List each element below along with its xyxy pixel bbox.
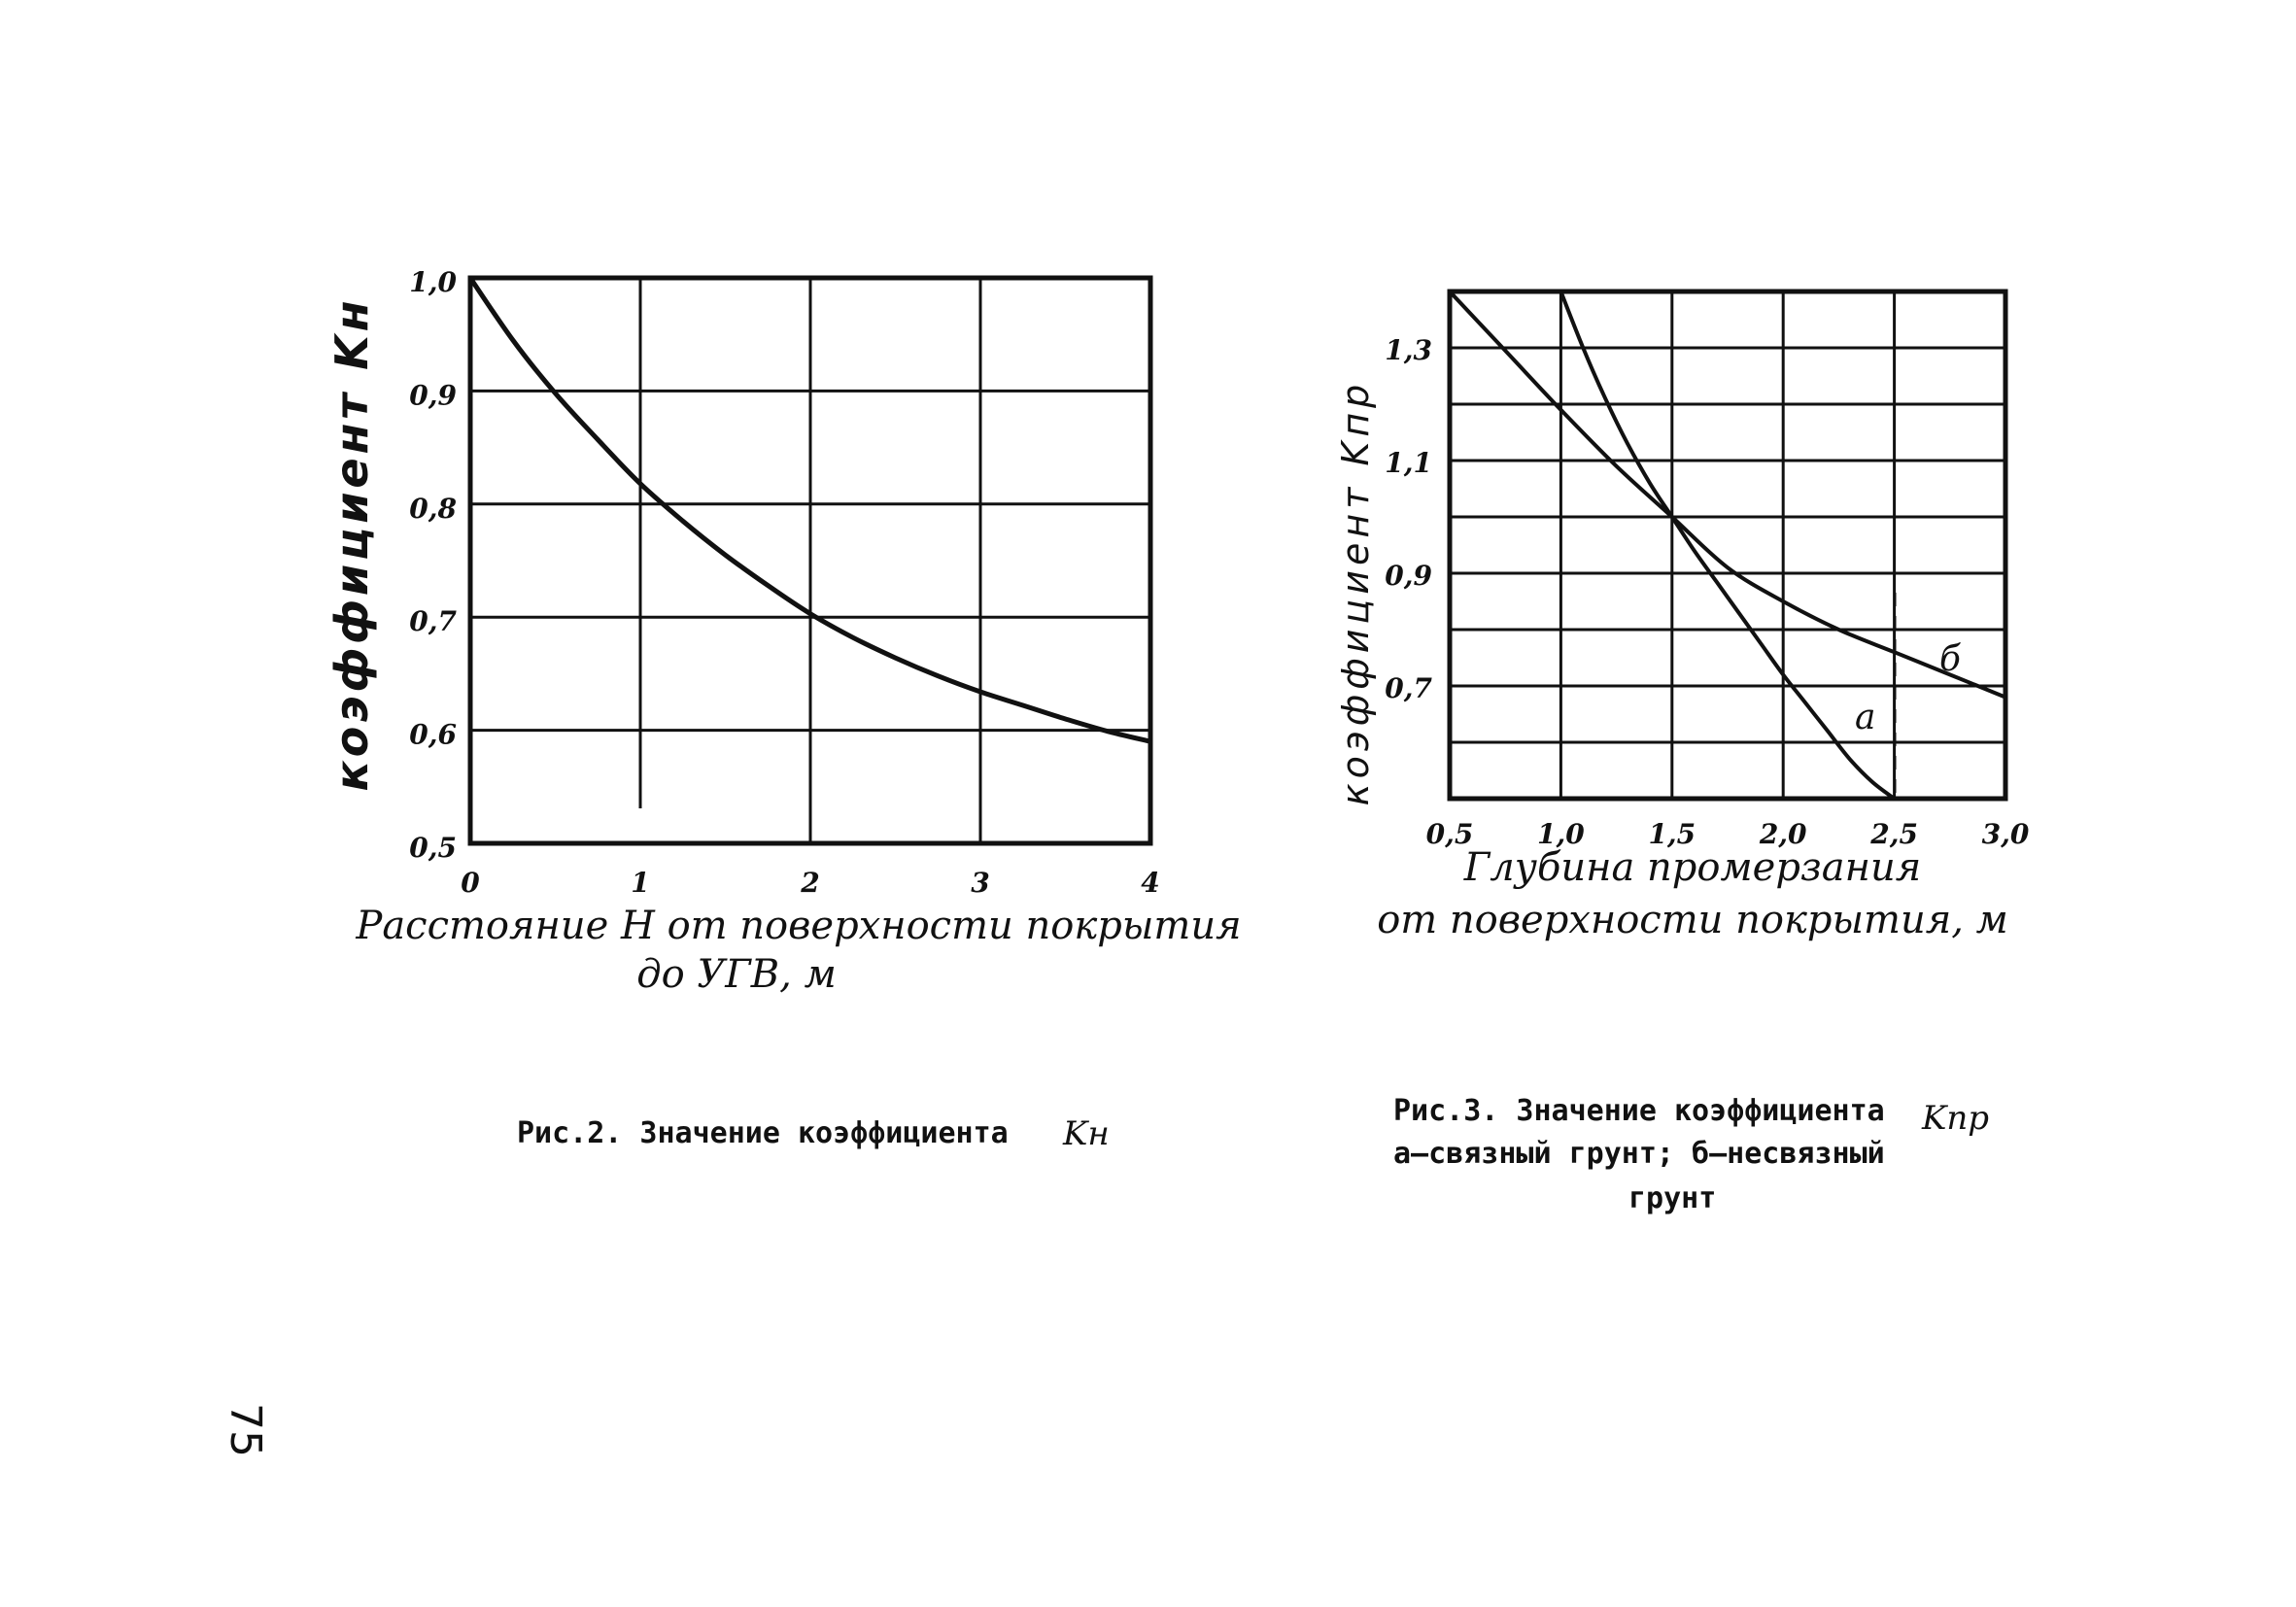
chart-kn-y-tick-label: 1,0 bbox=[409, 266, 457, 298]
chart-kpr-x-tick-label: 3,0 bbox=[1981, 818, 2030, 850]
chart-kn-y-axis-label: коэффициент Kн bbox=[326, 296, 378, 792]
chart-kpr-grid bbox=[1450, 291, 2005, 799]
chart-kpr-y-axis-label: коэффициент Kпр bbox=[1334, 379, 1377, 806]
chart-kn-x-tick-label: 4 bbox=[1141, 867, 1160, 899]
chart-kpr bbox=[1334, 291, 2030, 942]
chart-kn-grid bbox=[470, 278, 1150, 843]
chart-kpr-series-b-label: б bbox=[1939, 639, 1961, 679]
chart-kn-y-tick-label: 0,6 bbox=[409, 718, 457, 751]
caption-fig2 bbox=[517, 1114, 1110, 1153]
chart-kpr-series-a-label: а bbox=[1855, 698, 1876, 737]
chart-kn-y-ticks bbox=[409, 266, 457, 864]
chart-kpr-x-tick-label: 0,5 bbox=[1425, 818, 1474, 850]
chart-kn-y-tick-label: 0,8 bbox=[409, 492, 457, 525]
caption-fig3-line1: Рис.3. Значение коэффициента bbox=[1393, 1094, 1885, 1128]
chart-kn-x-axis-label-line2: до УГВ, м bbox=[636, 952, 837, 997]
chart-kn-x-tick-label: 1 bbox=[631, 867, 650, 899]
chart-kn-x-tick-label: 2 bbox=[801, 867, 820, 899]
chart-kpr-x-axis-label-line1: Глубина промерзания bbox=[1463, 845, 1922, 890]
chart-kpr-frame bbox=[1450, 291, 2005, 799]
caption-fig3 bbox=[1393, 1094, 1989, 1215]
chart-kn-x-tick-label: 0 bbox=[461, 867, 480, 899]
chart-kpr-y-tick-label: 0,9 bbox=[1385, 560, 1432, 592]
chart-kn-y-tick-label: 0,5 bbox=[409, 832, 457, 864]
chart-kn-x-tick-label: 3 bbox=[971, 867, 990, 899]
chart-kpr-series-a-line bbox=[1560, 291, 1894, 799]
chart-kpr-y-tick-label: 0,7 bbox=[1385, 672, 1432, 704]
chart-kpr-x-axis-label-line2: от поверхности покрытия, м bbox=[1377, 898, 2008, 942]
chart-kn-x-ticks bbox=[461, 867, 1159, 899]
caption-fig3-symbol: Kпр bbox=[1922, 1099, 1990, 1138]
chart-kn-y-tick-label: 0,7 bbox=[409, 605, 457, 638]
chart-kpr-x-tick-label: 1,0 bbox=[1537, 818, 1585, 850]
page-number: 75 bbox=[221, 1403, 270, 1457]
chart-kpr-series-b-line bbox=[1450, 291, 2005, 698]
chart-kpr-y-tick-label: 1,3 bbox=[1385, 334, 1432, 366]
chart-kn-x-axis-label-line1: Расстояние Н от поверхности покрытия bbox=[356, 904, 1242, 948]
chart-kpr-y-ticks bbox=[1385, 334, 1432, 704]
caption-fig3-line3: грунт bbox=[1628, 1181, 1717, 1215]
chart-kpr-x-tick-label: 2,5 bbox=[1870, 818, 1918, 850]
caption-fig2-text: Рис.2. Значение коэффициента bbox=[517, 1116, 1009, 1150]
caption-fig2-symbol: Kн bbox=[1063, 1114, 1110, 1153]
chart-kn-y-tick-label: 0,9 bbox=[409, 379, 457, 412]
chart-kpr-y-tick-label: 1,1 bbox=[1385, 447, 1432, 479]
chart-kpr-x-tick-label: 2,0 bbox=[1759, 818, 1807, 850]
chart-kn bbox=[326, 266, 1242, 997]
caption-fig3-line2: а—связный грунт; б—несвязный bbox=[1393, 1137, 1885, 1171]
chart-kpr-x-tick-label: 1,5 bbox=[1648, 818, 1696, 850]
